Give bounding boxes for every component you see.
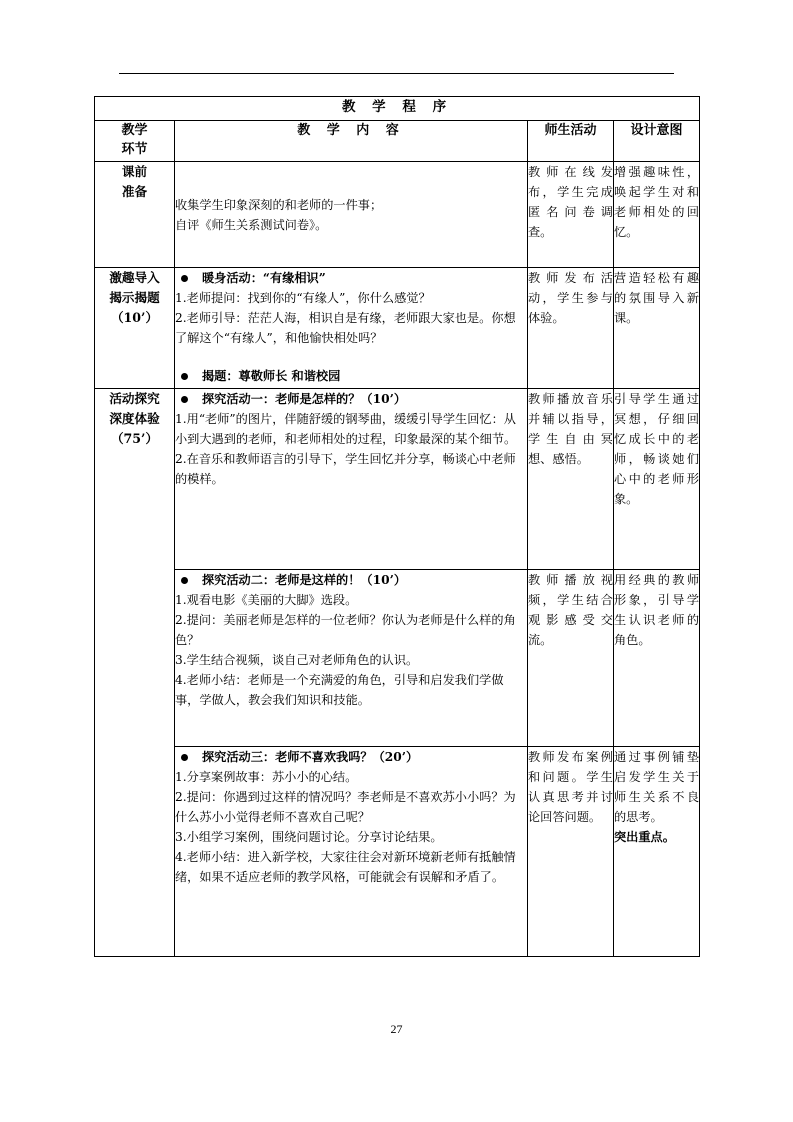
bullet-icon	[181, 373, 188, 380]
page-number: 27	[390, 1022, 403, 1036]
bullet-icon	[181, 396, 188, 403]
lesson-plan-table	[94, 96, 700, 957]
content-line: 1.分享案例故事：苏小小的心结。	[175, 770, 358, 784]
bullet-icon	[181, 275, 188, 282]
intent-cell: 引导学生通过冥想，仔细回忆成长中的老师，畅谈她们心中的老师形象。	[614, 389, 700, 570]
bullet-icon	[181, 577, 188, 584]
activity-cell: 教师播放音乐并辅以指导，学生自由冥想、感悟。	[528, 389, 614, 570]
intent-cell: 用经典的教师形象，引导学生认识老师的角色。	[614, 570, 700, 747]
header-activity: 师生活动	[528, 121, 614, 162]
content-cell	[175, 570, 528, 747]
activity-title: 探究活动二：老师是这样的！（10’）	[175, 570, 527, 590]
table-row	[95, 747, 700, 957]
intent-cell	[614, 747, 700, 957]
content-line: 4.老师小结：老师是一个充满爱的角色，引导和启发我们学做事，学做人，教会我们知识和技能。	[175, 673, 504, 707]
content-line: 2.提问：你遇到过这样的情况吗？李老师是不喜欢苏小小吗？为什么苏小小觉得老师不喜欢自己呢？	[175, 790, 516, 824]
intent-cell: 营造轻松有趣的氛围导入新课。	[614, 268, 700, 389]
stage-cell: 活动探究 深度体验 （75’）	[95, 389, 175, 957]
activity-title: 探究活动一：老师是怎样的？（10’）	[175, 389, 527, 409]
header-content: 教 学 内 容	[175, 121, 528, 162]
bullet-icon	[181, 754, 188, 761]
content-line: 1.老师提问：找到你的“有缘人”，你什么感觉？	[175, 291, 431, 305]
activity-title: 暖身活动：“有缘相识”	[175, 268, 527, 288]
content-cell	[175, 747, 528, 957]
activity-cell: 教师播放视频，学生结合观影感受交流。	[528, 570, 614, 747]
content-line: 1.用“老师”的图片，伴随舒缓的钢琴曲，缓缓引导学生回忆：从小到大遇到的老师，和老师相处的过程，印象最深的某个细节。	[175, 412, 517, 446]
section-title: 教 学 程 序	[95, 97, 700, 121]
content-line: 1.观看电影《美丽的大脚》选段。	[175, 593, 358, 607]
intent-text: 通过事例铺垫启发学生关于师生关系不良的思考。	[614, 750, 700, 824]
topic-title: 揭题：尊敬师长 和谐校园	[175, 366, 527, 386]
table-row	[95, 570, 700, 747]
stage-cell: 激趣导入 揭示揭题 （10’）	[95, 268, 175, 389]
content-line: 3.小组学习案例，围绕问题讨论。分享讨论结果。	[175, 830, 443, 844]
content-line: 2.在音乐和教师语言的引导下，学生回忆并分享，畅谈心中老师的模样。	[175, 452, 516, 486]
activity-title: 探究活动三：老师不喜欢我吗？（20’）	[175, 747, 527, 767]
table-row	[95, 268, 700, 389]
table-row	[95, 389, 700, 570]
activity-cell: 教师发布案例和问题。学生认真思考并讨论回答问题。	[528, 747, 614, 957]
intent-cell: 增强趣味性，唤起学生对和老师相处的回忆。	[614, 162, 700, 268]
content-line: 自评《师生关系测试问卷》。	[175, 217, 328, 232]
header-rule	[119, 73, 674, 74]
activity-cell: 教师发布活动，学生参与体验。	[528, 268, 614, 389]
intent-emphasis: 突出重点。	[614, 830, 675, 844]
content-line: 3.学生结合视频，谈自己对老师角色的认识。	[175, 653, 419, 667]
content-line: 2.提问：美丽老师是怎样的一位老师？你认为老师是什么样的角色？	[175, 613, 516, 647]
content-cell	[175, 268, 528, 389]
activity-cell: 教师在线发布，学生完成匿名问卷调查。	[528, 162, 614, 268]
content-line: 4.老师小结：进入新学校，大家往往会对新环境新老师有抵触情绪，如果不适应老师的教学风格，可能就会有误解和矛盾了。	[175, 850, 516, 884]
header-intent: 设计意图	[614, 121, 700, 162]
stage-cell: 课前 准备	[95, 162, 175, 268]
content-cell	[175, 162, 528, 268]
content-line: 收集学生印象深刻的和老师的一件事；	[175, 197, 383, 212]
header-stage: 教学 环节	[95, 121, 175, 162]
table-row	[95, 162, 700, 268]
content-line: 2.老师引导：茫茫人海，相识自是有缘，老师跟大家也是。你想了解这个“有缘人”，和他愉快相处吗？	[175, 311, 516, 345]
content-cell	[175, 389, 528, 570]
